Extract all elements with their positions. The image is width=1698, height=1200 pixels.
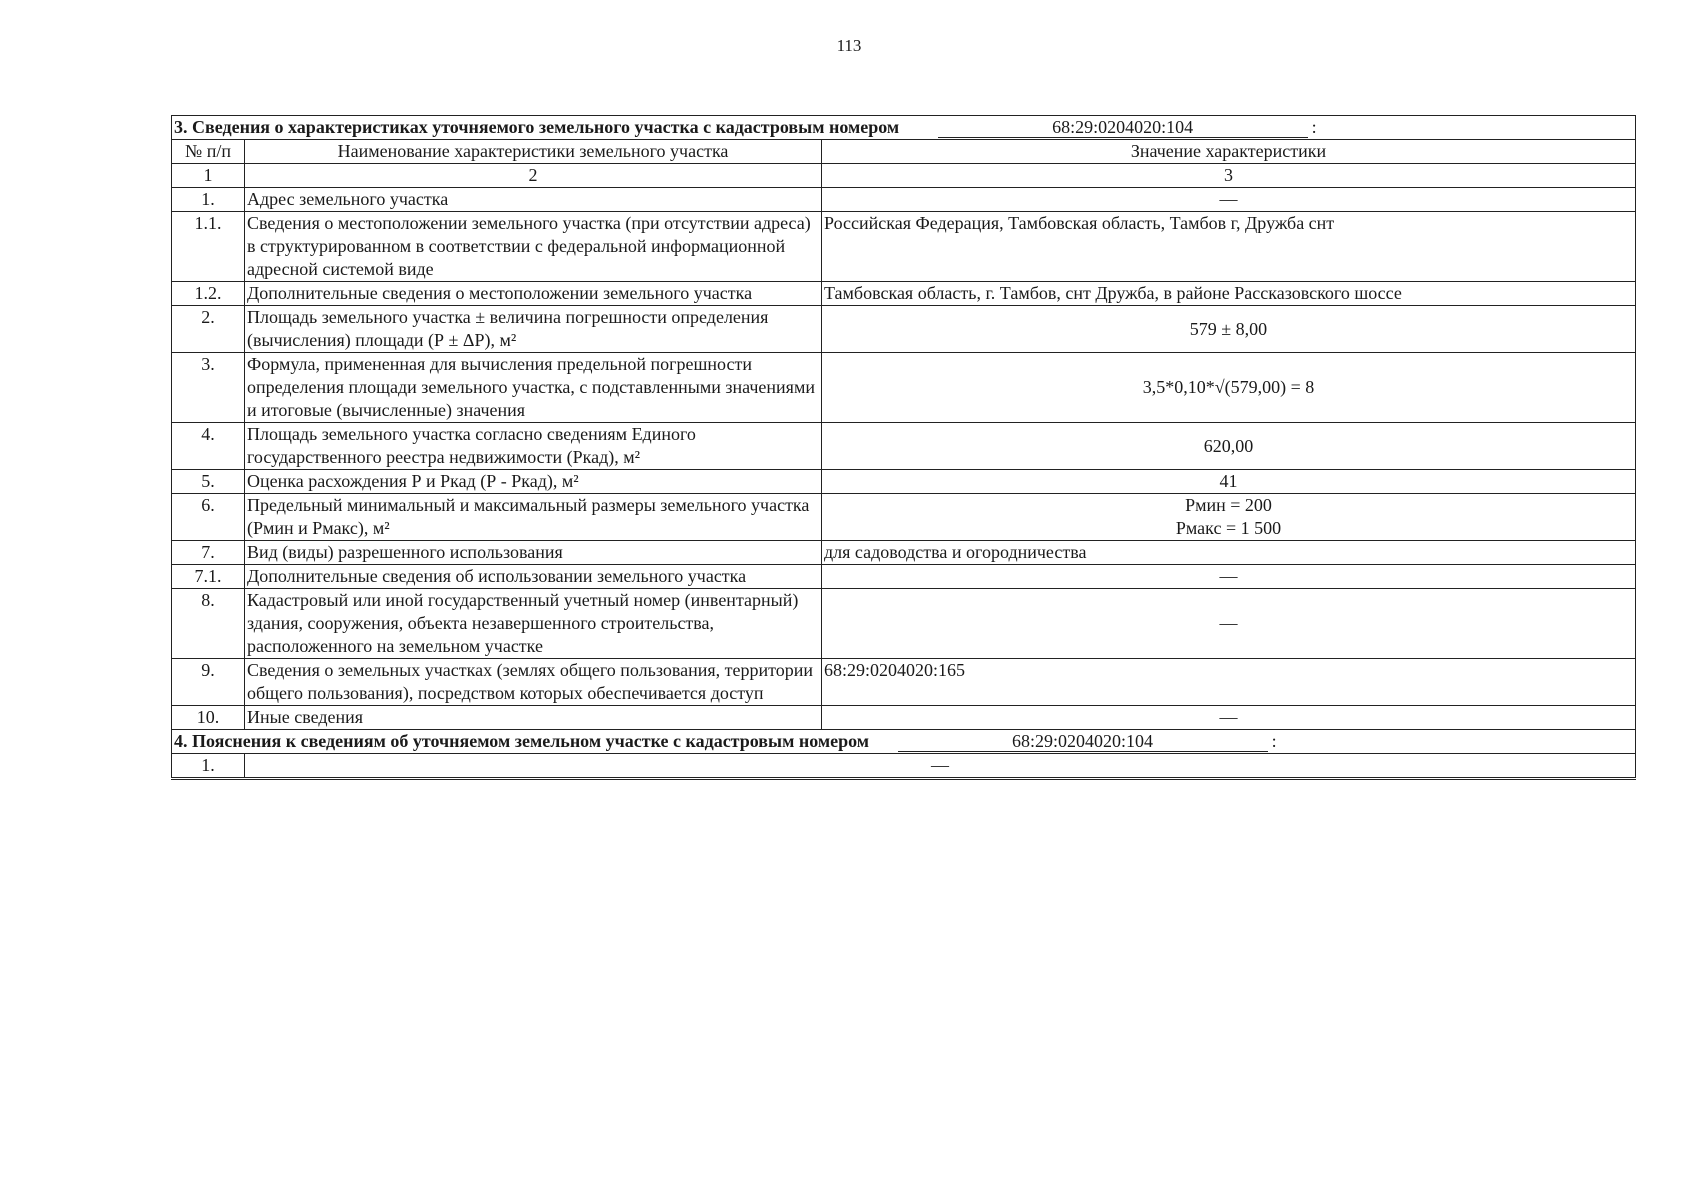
row-value	[822, 494, 1636, 541]
table-row	[172, 706, 1636, 730]
table-row	[172, 589, 1636, 659]
row-name: Площадь земельного участка ± величина погрешности определения (вычисления) площади (Р ± ΔР), м²	[245, 306, 822, 353]
section-3-title	[172, 116, 1636, 140]
row-value: 68:29:0204020:165	[822, 659, 1636, 706]
row-value: 620,00	[822, 423, 1636, 470]
row-name: Площадь земельного участка согласно сведениям Единого государственного реестра недвижимости (Ркад), м²	[245, 423, 822, 470]
section-3-title-row	[172, 116, 1636, 140]
page-number: 113	[836, 36, 862, 55]
row-number: 4.	[172, 423, 245, 470]
table-row	[172, 353, 1636, 423]
row-number: 7.	[172, 541, 245, 565]
column-number-2: 2	[245, 164, 822, 188]
section-3-title-text: 3. Сведения о характеристиках уточняемого земельного участка с кадастровым номером	[174, 117, 900, 137]
row-number: 3.	[172, 353, 245, 423]
table-row	[172, 423, 1636, 470]
row-name: Вид (виды) разрешенного использования	[245, 541, 822, 565]
land-plot-characteristics-table	[171, 115, 1636, 780]
row-number: 8.	[172, 589, 245, 659]
row-value: —	[822, 188, 1636, 212]
row-name: Дополнительные сведения об использовании земельного участка	[245, 565, 822, 589]
row-number: 10.	[172, 706, 245, 730]
table-row	[172, 188, 1636, 212]
row-name: Адрес земельного участка	[245, 188, 822, 212]
section-4-cadastral-number: 68:29:0204020:104	[898, 731, 1268, 752]
table-row	[172, 470, 1636, 494]
table-row	[172, 306, 1636, 353]
row-number: 7.1.	[172, 565, 245, 589]
row-value: 3,5*0,10*√(579,00) = 8	[822, 353, 1636, 423]
section-3-cadastral-number: 68:29:0204020:104	[938, 117, 1308, 138]
section-4-title-row	[172, 730, 1636, 754]
row-value: —	[822, 565, 1636, 589]
row-number: 1.2.	[172, 282, 245, 306]
table-row	[172, 212, 1636, 282]
header-characteristic-value: Значение характеристики	[822, 140, 1636, 164]
column-number-1: 1	[172, 164, 245, 188]
table-row	[172, 565, 1636, 589]
section-4-colon: :	[1271, 731, 1277, 751]
row-number: 5.	[172, 470, 245, 494]
table-row	[172, 494, 1636, 541]
row-name: Формула, примененная для вычисления предельной погрешности определения площади земельного участка, с подставленными значениями и итоговые (вычисленные) значения	[245, 353, 822, 423]
row-number: 1.	[172, 188, 245, 212]
row-value: для садоводства и огородничества	[822, 541, 1636, 565]
row-name: Предельный минимальный и максимальный размеры земельного участка (Рмин и Рмакс), м²	[245, 494, 822, 541]
header-characteristic-name: Наименование характеристики земельного участка	[245, 140, 822, 164]
max-size-value: Рмакс = 1 500	[1175, 518, 1282, 538]
section-3-colon: :	[1311, 117, 1317, 137]
table-row	[172, 754, 1636, 779]
row-value: Российская Федерация, Тамбовская область, Тамбов г, Дружба снт	[822, 212, 1636, 282]
row-name: Кадастровый или иной государственный учетный номер (инвентарный) здания, сооружения, объекта незавершенного строительства, расположенного на земельном участке	[245, 589, 822, 659]
table-row	[172, 282, 1636, 306]
column-number-3: 3	[822, 164, 1636, 188]
row-name: Оценка расхождения Р и Ркад (Р - Ркад), м²	[245, 470, 822, 494]
table-row	[172, 659, 1636, 706]
table-header-row	[172, 140, 1636, 164]
row-number: 9.	[172, 659, 245, 706]
min-size-value: Рмин = 200	[1185, 495, 1272, 515]
row-number: 1.	[172, 754, 245, 779]
header-number: № п/п	[172, 140, 245, 164]
row-value: Тамбовская область, г. Тамбов, снт Дружба, в районе Рассказовского шоссе	[822, 282, 1636, 306]
row-name: Сведения о местоположении земельного участка (при отсутствии адреса) в структурированном в соответствии с федеральной информационной адресной системой виде	[245, 212, 822, 282]
row-value: —	[822, 589, 1636, 659]
table-row	[172, 541, 1636, 565]
row-number: 2.	[172, 306, 245, 353]
row-number: 6.	[172, 494, 245, 541]
row-name: Дополнительные сведения о местоположении земельного участка	[245, 282, 822, 306]
row-number: 1.1.	[172, 212, 245, 282]
row-name: Сведения о земельных участках (землях общего пользования, территории общего пользования), посредством которых обеспечивается доступ	[245, 659, 822, 706]
row-value: 579 ± 8,00	[822, 306, 1636, 353]
column-numbers-row	[172, 164, 1636, 188]
row-value: —	[245, 754, 1636, 779]
section-4-title-text: 4. Пояснения к сведениям об уточняемом земельном участке с кадастровым номером	[174, 731, 870, 751]
section-4-title	[172, 730, 1636, 754]
row-value: —	[822, 706, 1636, 730]
row-value: 41	[822, 470, 1636, 494]
row-name: Иные сведения	[245, 706, 822, 730]
